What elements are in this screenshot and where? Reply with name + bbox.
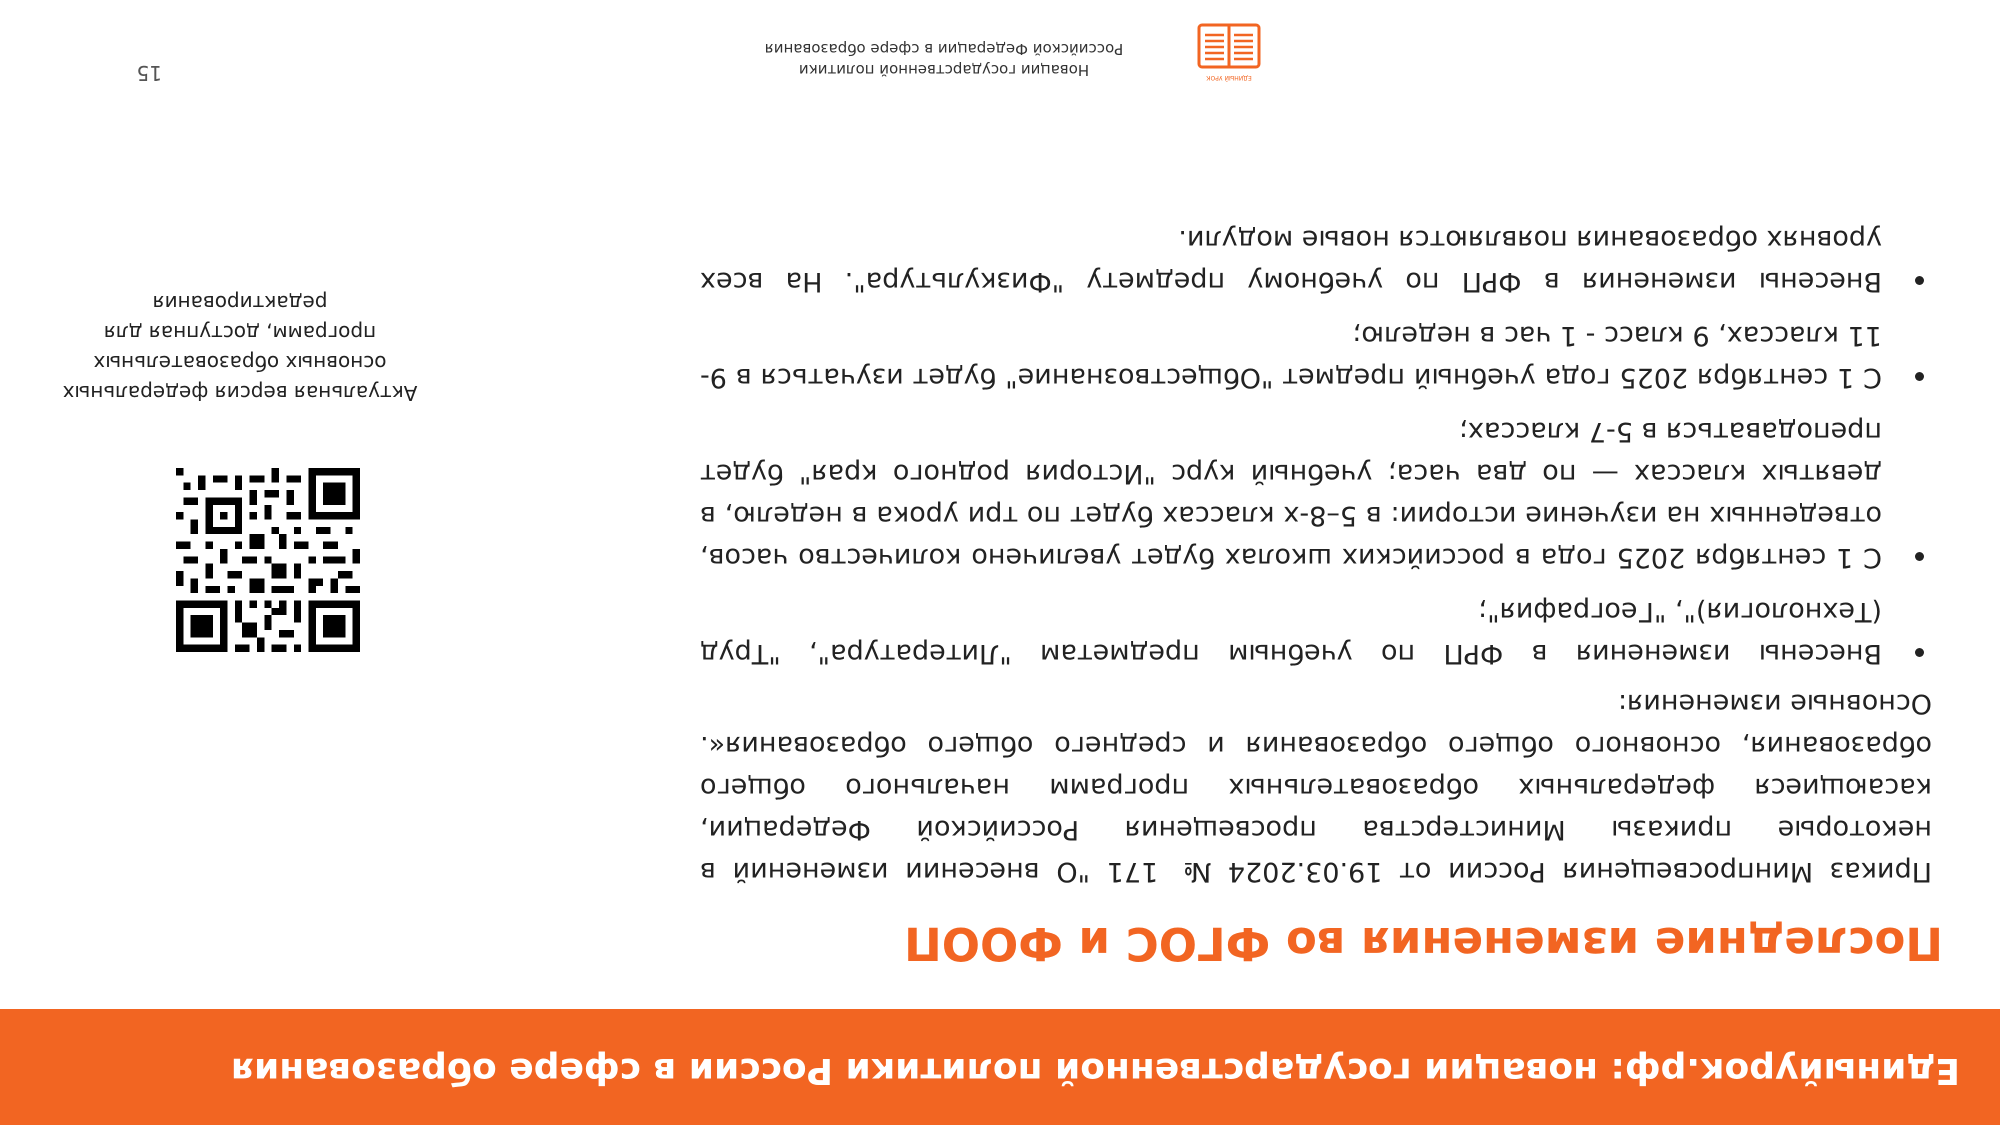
book-logo-icon xyxy=(1193,23,1265,85)
page-title: Последние изменения во ФГОС и ФООП xyxy=(904,917,1943,970)
list-item-text: Внесены изменения в ФРП по учебным предметам "Литература", "Труд (Технология)", "География"; xyxy=(700,596,1882,669)
list-item xyxy=(700,314,1882,398)
list-item xyxy=(700,410,1882,578)
intro-paragraph: Приказ Минпросвещения России от 19.03.2024 № 171 "О внесении изменений в некоторые приказы Министерства просвещения Российской Федерации, касающиеся федеральных образовательных программ начального общего образования, основного общего образования и среднего общего образования«. Основные изменения: xyxy=(700,688,1932,887)
main-content xyxy=(700,206,1932,892)
bullet-dot-icon xyxy=(1915,552,1924,561)
bullet-dot-icon xyxy=(1915,372,1924,381)
list-item-text: Внесены изменения в ФРП по учебному предмету "Физкультура". На всех уровнях образования появляются новые модули. xyxy=(700,224,1882,297)
list-item xyxy=(700,218,1882,302)
list-item xyxy=(700,590,1882,674)
changes-list xyxy=(700,218,1932,674)
footer-text: Новации государственной политики Российской Федерации в сфере образования xyxy=(764,40,1124,79)
logo-caption: ЕДИНЫЙ УРОК xyxy=(1206,74,1252,81)
header-banner xyxy=(0,1009,2000,1125)
bullet-dot-icon xyxy=(1915,276,1924,285)
bullet-dot-icon xyxy=(1915,648,1924,657)
qr-caption: Актуальная версия федеральных основных образовательных программ, доступная для редактирования xyxy=(62,291,418,405)
qr-code[interactable] xyxy=(176,468,360,652)
banner-title: Единыйурок.рф: новации государственной политики России в сфере образования xyxy=(230,1050,1960,1091)
qr-block xyxy=(60,288,420,652)
list-item-text: С 1 сентября 2025 года в российских школах будет увеличено количество часов, отведенных на изучение истории: в 5–8-х классах будет по три урока в неделю, в девятых классах — по два часа; учебный курс "История родного края" будет преподаваться в 5-7 классах; xyxy=(700,416,1882,573)
page-number: 15 xyxy=(136,61,162,85)
list-item-text: С 1 сентября 2025 года учебный предмет "Обществознание" будет изучаться в 9-11 классах, 9 класс - 1 час в неделю; xyxy=(700,320,1882,393)
